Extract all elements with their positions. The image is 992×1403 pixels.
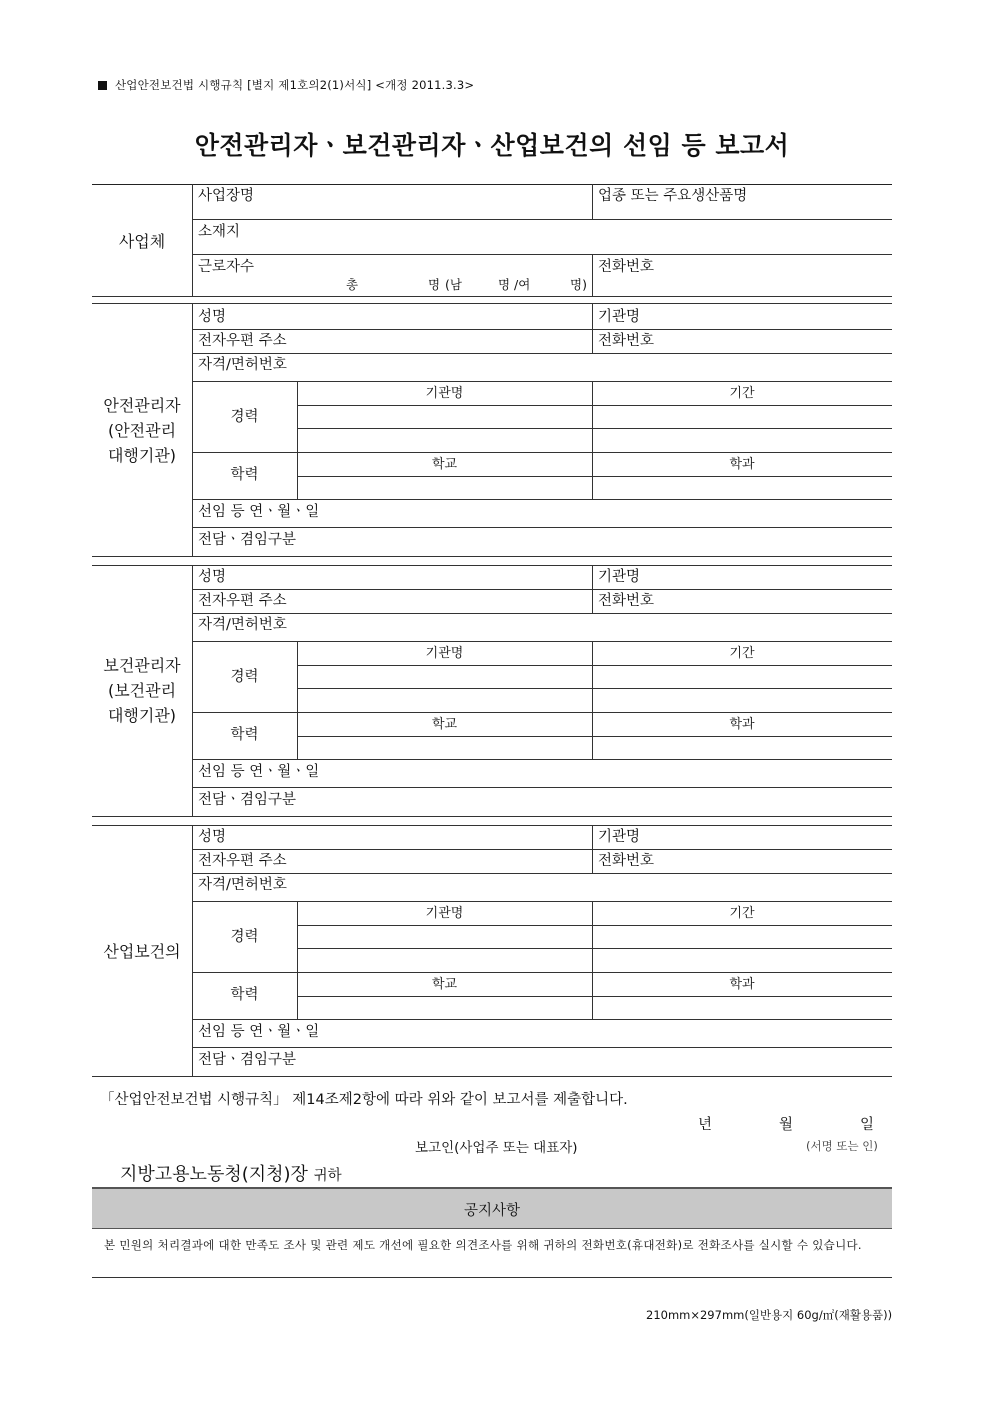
workers-male-label: (남 (445, 277, 462, 292)
divider (192, 1047, 892, 1048)
divider (297, 405, 892, 406)
career-col-period: 기간 (729, 386, 755, 401)
career-col-org: 기관명 (425, 386, 464, 401)
career-label: 경력 (230, 929, 259, 945)
divider (592, 184, 593, 219)
employment-type-label: 전담ㆍ겸임구분 (198, 1052, 297, 1068)
divider (192, 527, 892, 528)
career-col-org: 기관명 (425, 906, 464, 921)
reporter-label: 보고인(사업주 또는 대표자) (415, 1140, 578, 1156)
safety-manager-section-label (92, 394, 192, 468)
month-label: 월 (779, 1117, 794, 1133)
divider (92, 184, 892, 185)
email-label: 전자우편 주소 (198, 853, 287, 869)
industry-label: 업종 또는 주요생산품명 (598, 188, 748, 204)
divider (92, 556, 892, 557)
edu-col-school: 학교 (431, 717, 458, 732)
org-label: 기관명 (598, 829, 641, 845)
divider (192, 849, 892, 850)
phone-label: 전화번호 (598, 593, 655, 609)
addressee-name: 지방고용노동청(지청)장 (120, 1164, 308, 1185)
notice-text: 본 민원의 처리결과에 대한 만족도 조사 및 관련 제도 개선에 필요한 의견조사를 위해 귀하의 전화번호(휴대전화)로 전화조사를 실시할 수 있습니다. (104, 1238, 862, 1252)
sign-label: (서명 또는 인) (806, 1139, 878, 1153)
section-label-line: 대행기관) (107, 445, 177, 465)
notice-title: 공지사항 (463, 1203, 521, 1219)
license-label: 자격/면허번호 (198, 357, 287, 373)
divider (92, 1076, 892, 1077)
career-col-org: 기관명 (425, 646, 464, 661)
name-label: 성명 (198, 309, 227, 325)
edu-col-major: 학과 (729, 717, 755, 732)
paper-spec: 210mm×297mm(일반용지 60g/㎡(재활용품)) (646, 1308, 893, 1322)
divider (192, 565, 193, 816)
education-label: 학력 (230, 987, 259, 1003)
workers-unit-label: 명 (428, 277, 441, 292)
divider (192, 787, 892, 788)
form-reference (98, 77, 474, 93)
education-label: 학력 (230, 467, 259, 483)
square-bullet-icon (98, 81, 107, 90)
section-label-line: 안전관리자 (103, 396, 181, 415)
employment-type-label: 전담ㆍ겸임구분 (198, 792, 297, 808)
year-label: 년 (698, 1117, 713, 1133)
career-label: 경력 (230, 669, 259, 685)
divider (92, 816, 892, 817)
day-label: 일 (860, 1117, 875, 1133)
divider (297, 665, 892, 666)
address-label: 소재지 (198, 224, 241, 240)
edu-col-major: 학과 (729, 977, 755, 992)
phone-label: 전화번호 (598, 333, 655, 349)
business-name-label: 사업장명 (198, 188, 255, 204)
divider (192, 329, 892, 330)
divider (192, 972, 892, 973)
career-label: 경력 (230, 409, 259, 425)
edu-col-school: 학교 (431, 457, 458, 472)
divider (592, 254, 593, 296)
divider (192, 759, 892, 760)
education-label: 학력 (230, 727, 259, 743)
divider (192, 353, 892, 354)
divider (192, 219, 892, 220)
workers-label: 근로자수 (198, 259, 255, 275)
license-label: 자격/면허번호 (198, 617, 287, 633)
section-label-line: (보건관리 (107, 680, 177, 700)
business-section-label: 사업체 (118, 232, 166, 251)
divider (297, 925, 892, 926)
edu-col-major: 학과 (729, 457, 755, 472)
divider (192, 825, 193, 1076)
divider (297, 996, 892, 997)
workers-close-label: 명) (570, 277, 587, 292)
addressee (120, 1160, 342, 1186)
appoint-date-label: 선임 등 연ㆍ월ㆍ일 (198, 1024, 320, 1040)
divider (192, 254, 892, 255)
employment-type-label: 전담ㆍ겸임구분 (198, 532, 297, 548)
divider (192, 1019, 892, 1020)
divider (192, 499, 892, 500)
divider (192, 303, 193, 556)
divider (92, 825, 892, 826)
addressee-suffix: 귀하 (313, 1168, 342, 1184)
divider (192, 873, 892, 874)
divider (192, 589, 892, 590)
form-reference-text: 산업안전보건법 시행규칙 [별지 제1호의2(1)서식] <개정 2011.3.3> (115, 78, 475, 92)
divider (92, 303, 892, 304)
email-label: 전자우편 주소 (198, 593, 287, 609)
health-manager-section-label (92, 654, 192, 728)
divider (92, 296, 892, 297)
divider (192, 712, 892, 713)
name-label: 성명 (198, 829, 227, 845)
edu-col-school: 학교 (431, 977, 458, 992)
divider (297, 428, 892, 429)
career-col-period: 기간 (729, 906, 755, 921)
section-label-line: (안전관리 (107, 420, 177, 440)
submission-statement: 「산업안전보건법 시행규칙」 제14조제2항에 따라 위와 같이 보고서를 제출합니다. (100, 1092, 628, 1108)
name-label: 성명 (198, 569, 227, 585)
divider (297, 476, 892, 477)
divider (92, 565, 892, 566)
workers-total-label: 총 (346, 277, 359, 292)
divider (297, 688, 892, 689)
business-phone-label: 전화번호 (598, 259, 655, 275)
divider (592, 303, 593, 353)
divider (297, 948, 892, 949)
section-label-line: 보건관리자 (103, 656, 181, 675)
license-label: 자격/면허번호 (198, 877, 287, 893)
section-label-line: 산업보건의 (103, 942, 181, 961)
divider (192, 613, 892, 614)
org-label: 기관명 (598, 569, 641, 585)
phone-label: 전화번호 (598, 853, 655, 869)
section-label-line: 대행기관) (107, 705, 177, 725)
divider (92, 1277, 892, 1278)
divider (192, 452, 892, 453)
org-label: 기관명 (598, 309, 641, 325)
occupational-physician-section-label (92, 940, 192, 965)
page-title: 안전관리자ㆍ보건관리자ㆍ산업보건의 선임 등 보고서 (194, 131, 790, 160)
career-col-period: 기간 (729, 646, 755, 661)
divider (297, 736, 892, 737)
workers-female-label: 명 /여 (498, 277, 531, 292)
email-label: 전자우편 주소 (198, 333, 287, 349)
appoint-date-label: 선임 등 연ㆍ월ㆍ일 (198, 764, 320, 780)
appoint-date-label: 선임 등 연ㆍ월ㆍ일 (198, 504, 320, 520)
divider (192, 184, 193, 296)
